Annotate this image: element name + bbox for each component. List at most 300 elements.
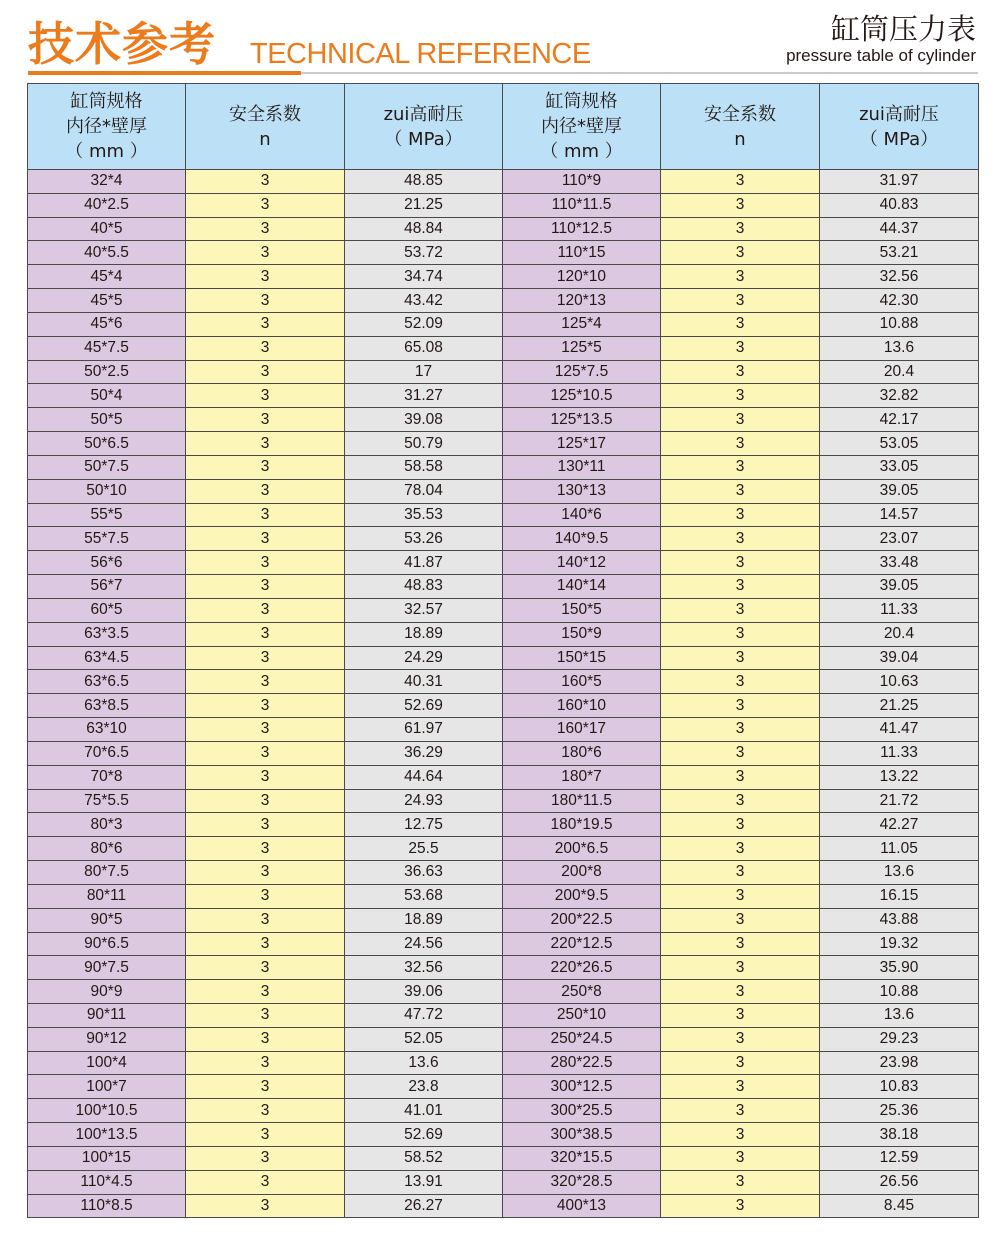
cell-cylinder-spec: 300*25.5 [503, 1099, 661, 1123]
cell-safety-factor: 3 [186, 956, 345, 980]
cell-cylinder-spec: 70*8 [28, 765, 186, 789]
cell-safety-factor: 3 [661, 789, 820, 813]
cell-max-pressure: 20.4 [820, 360, 979, 384]
cell-max-pressure: 78.04 [345, 479, 503, 503]
table-row [28, 289, 979, 313]
cell-safety-factor: 3 [186, 1099, 345, 1123]
table-row [28, 479, 979, 503]
cell-max-pressure: 35.53 [345, 503, 503, 527]
cell-cylinder-spec: 90*7.5 [28, 956, 186, 980]
cell-safety-factor: 3 [186, 408, 345, 432]
header-line: 缸筒规格 [70, 91, 143, 112]
cell-max-pressure: 33.05 [820, 455, 979, 479]
cell-cylinder-spec: 400*13 [503, 1194, 661, 1218]
cell-max-pressure: 32.56 [345, 956, 503, 980]
table-row [28, 1170, 979, 1194]
cell-safety-factor: 3 [661, 670, 820, 694]
header-line: zui高耐压 [383, 103, 464, 125]
cell-cylinder-spec: 63*4.5 [28, 646, 186, 670]
cell-safety-factor: 3 [186, 932, 345, 956]
cell-cylinder-spec: 180*6 [503, 741, 661, 765]
cell-safety-factor: 3 [186, 1027, 345, 1051]
cell-safety-factor: 3 [186, 622, 345, 646]
cell-safety-factor: 3 [661, 1170, 820, 1194]
cell-safety-factor: 3 [186, 1051, 345, 1075]
cell-cylinder-spec: 180*11.5 [503, 789, 661, 813]
cell-max-pressure: 23.98 [820, 1051, 979, 1075]
table-row [28, 1003, 979, 1027]
cell-max-pressure: 40.83 [820, 193, 979, 217]
cell-cylinder-spec: 200*9.5 [503, 884, 661, 908]
cell-safety-factor: 3 [661, 360, 820, 384]
table-row [28, 861, 979, 885]
table-row [28, 718, 979, 742]
table-row [28, 694, 979, 718]
cell-cylinder-spec: 130*13 [503, 479, 661, 503]
header-max-pressure-left [345, 84, 503, 170]
cell-max-pressure: 48.85 [345, 170, 503, 194]
cell-max-pressure: 14.57 [820, 503, 979, 527]
cell-safety-factor: 3 [661, 217, 820, 241]
table-row [28, 622, 979, 646]
cell-cylinder-spec: 160*17 [503, 718, 661, 742]
cell-safety-factor: 3 [186, 479, 345, 503]
cell-cylinder-spec: 250*24.5 [503, 1027, 661, 1051]
table-row [28, 193, 979, 217]
cell-safety-factor: 3 [186, 241, 345, 265]
cell-max-pressure: 26.27 [345, 1194, 503, 1218]
cell-cylinder-spec: 140*6 [503, 503, 661, 527]
cell-cylinder-spec: 140*9.5 [503, 527, 661, 551]
cell-max-pressure: 31.27 [345, 384, 503, 408]
cell-cylinder-spec: 125*4 [503, 312, 661, 336]
cell-cylinder-spec: 120*13 [503, 289, 661, 313]
table-row [28, 384, 979, 408]
table-row [28, 408, 979, 432]
cell-cylinder-spec: 56*7 [28, 575, 186, 599]
cell-max-pressure: 32.82 [820, 384, 979, 408]
header-safety-factor-right [661, 84, 820, 170]
cell-safety-factor: 3 [186, 789, 345, 813]
cell-cylinder-spec: 90*12 [28, 1027, 186, 1051]
cell-cylinder-spec: 63*8.5 [28, 694, 186, 718]
cell-max-pressure: 43.42 [345, 289, 503, 313]
cell-safety-factor: 3 [186, 455, 345, 479]
cell-safety-factor: 3 [186, 1146, 345, 1170]
cell-max-pressure: 24.29 [345, 646, 503, 670]
cell-cylinder-spec: 250*8 [503, 980, 661, 1004]
cell-max-pressure: 33.48 [820, 551, 979, 575]
cell-safety-factor: 3 [186, 718, 345, 742]
cell-max-pressure: 53.05 [820, 432, 979, 456]
cell-safety-factor: 3 [661, 1003, 820, 1027]
cell-safety-factor: 3 [186, 432, 345, 456]
cell-max-pressure: 39.05 [820, 479, 979, 503]
cell-max-pressure: 44.64 [345, 765, 503, 789]
cell-max-pressure: 13.22 [820, 765, 979, 789]
cell-max-pressure: 39.06 [345, 980, 503, 1004]
table-row [28, 455, 979, 479]
cell-cylinder-spec: 200*6.5 [503, 837, 661, 861]
cell-max-pressure: 21.25 [345, 193, 503, 217]
cell-max-pressure: 19.32 [820, 932, 979, 956]
cell-max-pressure: 8.45 [820, 1194, 979, 1218]
table-row [28, 1146, 979, 1170]
cell-cylinder-spec: 160*5 [503, 670, 661, 694]
cell-max-pressure: 10.88 [820, 312, 979, 336]
cell-max-pressure: 24.56 [345, 932, 503, 956]
table-row [28, 765, 979, 789]
table-row [28, 312, 979, 336]
cell-cylinder-spec: 45*7.5 [28, 336, 186, 360]
cell-max-pressure: 47.72 [345, 1003, 503, 1027]
cell-max-pressure: 25.5 [345, 837, 503, 861]
cell-cylinder-spec: 55*5 [28, 503, 186, 527]
header-line: 内径*壁厚 [66, 116, 147, 137]
header-line: n [259, 128, 271, 150]
cell-safety-factor: 3 [661, 289, 820, 313]
cell-safety-factor: 3 [186, 217, 345, 241]
cell-safety-factor: 3 [186, 908, 345, 932]
cell-safety-factor: 3 [661, 741, 820, 765]
cell-safety-factor: 3 [661, 1027, 820, 1051]
header-max-pressure-right [820, 84, 979, 170]
section-title-english: TECHNICAL REFERENCE [250, 38, 591, 70]
cell-max-pressure: 53.26 [345, 527, 503, 551]
cell-cylinder-spec: 50*7.5 [28, 455, 186, 479]
cell-max-pressure: 52.69 [345, 694, 503, 718]
title-underline-divider [301, 72, 978, 74]
title-underline-accent [28, 71, 301, 75]
cell-cylinder-spec: 90*11 [28, 1003, 186, 1027]
table-row [28, 1027, 979, 1051]
cell-max-pressure: 42.30 [820, 289, 979, 313]
cell-cylinder-spec: 125*7.5 [503, 360, 661, 384]
cell-cylinder-spec: 45*4 [28, 265, 186, 289]
cell-max-pressure: 13.6 [345, 1051, 503, 1075]
cell-safety-factor: 3 [186, 336, 345, 360]
cell-safety-factor: 3 [186, 1003, 345, 1027]
section-title-chinese: 技术参考 [28, 17, 216, 71]
cell-max-pressure: 10.88 [820, 980, 979, 1004]
cell-cylinder-spec: 125*5 [503, 336, 661, 360]
cell-cylinder-spec: 220*12.5 [503, 932, 661, 956]
header-line: 安全系数 [704, 103, 776, 125]
cell-cylinder-spec: 63*10 [28, 718, 186, 742]
cell-max-pressure: 10.83 [820, 1075, 979, 1099]
cell-safety-factor: 3 [186, 980, 345, 1004]
table-row [28, 432, 979, 456]
cell-safety-factor: 3 [661, 1099, 820, 1123]
table-row [28, 575, 979, 599]
page-header [0, 0, 1000, 78]
cell-safety-factor: 3 [661, 837, 820, 861]
table-row [28, 170, 979, 194]
cell-max-pressure: 39.04 [820, 646, 979, 670]
cell-safety-factor: 3 [186, 598, 345, 622]
cell-safety-factor: 3 [186, 741, 345, 765]
pressure-table-body [28, 170, 979, 1218]
cell-safety-factor: 3 [661, 336, 820, 360]
header-line: （ MPa） [859, 128, 939, 150]
cell-cylinder-spec: 32*4 [28, 170, 186, 194]
header-safety-factor-left [186, 84, 345, 170]
cell-max-pressure: 13.6 [820, 1003, 979, 1027]
header-line: 内径*壁厚 [541, 116, 622, 137]
table-row [28, 551, 979, 575]
header-line: 缸筒规格 [545, 91, 618, 112]
table-title-english: pressure table of cylinder [786, 46, 976, 65]
cell-safety-factor: 3 [186, 360, 345, 384]
cell-cylinder-spec: 80*6 [28, 837, 186, 861]
cell-max-pressure: 53.72 [345, 241, 503, 265]
cell-cylinder-spec: 320*28.5 [503, 1170, 661, 1194]
cell-cylinder-spec: 50*4 [28, 384, 186, 408]
cell-safety-factor: 3 [186, 694, 345, 718]
cell-max-pressure: 31.97 [820, 170, 979, 194]
table-row [28, 503, 979, 527]
cell-safety-factor: 3 [661, 384, 820, 408]
cell-cylinder-spec: 100*15 [28, 1146, 186, 1170]
table-row [28, 813, 979, 837]
table-row [28, 932, 979, 956]
cell-max-pressure: 44.37 [820, 217, 979, 241]
cell-max-pressure: 35.90 [820, 956, 979, 980]
cell-safety-factor: 3 [186, 646, 345, 670]
cell-safety-factor: 3 [661, 861, 820, 885]
cell-cylinder-spec: 125*13.5 [503, 408, 661, 432]
cell-safety-factor: 3 [661, 241, 820, 265]
header-line: zui高耐压 [859, 103, 939, 125]
table-row [28, 956, 979, 980]
table-row [28, 670, 979, 694]
cell-cylinder-spec: 160*10 [503, 694, 661, 718]
cell-max-pressure: 65.08 [345, 336, 503, 360]
pressure-table-header [28, 84, 979, 170]
cell-cylinder-spec: 90*6.5 [28, 932, 186, 956]
cell-max-pressure: 29.23 [820, 1027, 979, 1051]
cell-cylinder-spec: 180*7 [503, 765, 661, 789]
cell-max-pressure: 42.27 [820, 813, 979, 837]
cell-safety-factor: 3 [186, 1123, 345, 1147]
cell-safety-factor: 3 [661, 265, 820, 289]
cell-cylinder-spec: 40*5.5 [28, 241, 186, 265]
cell-cylinder-spec: 75*5.5 [28, 789, 186, 813]
cell-max-pressure: 40.31 [345, 670, 503, 694]
cell-cylinder-spec: 280*22.5 [503, 1051, 661, 1075]
cell-max-pressure: 36.29 [345, 741, 503, 765]
cell-cylinder-spec: 180*19.5 [503, 813, 661, 837]
cell-safety-factor: 3 [186, 527, 345, 551]
cell-safety-factor: 3 [186, 384, 345, 408]
cell-safety-factor: 3 [661, 765, 820, 789]
header-line: 安全系数 [229, 103, 301, 125]
table-row [28, 265, 979, 289]
cell-safety-factor: 3 [186, 765, 345, 789]
cell-cylinder-spec: 100*7 [28, 1075, 186, 1099]
header-row [28, 84, 979, 170]
cell-max-pressure: 39.08 [345, 408, 503, 432]
cell-max-pressure: 18.89 [345, 908, 503, 932]
cell-max-pressure: 34.74 [345, 265, 503, 289]
cell-cylinder-spec: 56*6 [28, 551, 186, 575]
cell-max-pressure: 21.25 [820, 694, 979, 718]
cell-safety-factor: 3 [661, 551, 820, 575]
table-row [28, 1123, 979, 1147]
cell-max-pressure: 42.17 [820, 408, 979, 432]
header-cylinder-spec-left [28, 84, 186, 170]
cell-safety-factor: 3 [661, 694, 820, 718]
cell-max-pressure: 36.63 [345, 861, 503, 885]
cell-safety-factor: 3 [661, 432, 820, 456]
cell-cylinder-spec: 45*6 [28, 312, 186, 336]
cell-cylinder-spec: 80*7.5 [28, 861, 186, 885]
cell-cylinder-spec: 90*9 [28, 980, 186, 1004]
cell-safety-factor: 3 [661, 813, 820, 837]
cell-max-pressure: 52.05 [345, 1027, 503, 1051]
table-row [28, 598, 979, 622]
cell-cylinder-spec: 110*4.5 [28, 1170, 186, 1194]
cell-max-pressure: 23.07 [820, 527, 979, 551]
cell-max-pressure: 12.59 [820, 1146, 979, 1170]
table-row [28, 646, 979, 670]
cell-max-pressure: 32.57 [345, 598, 503, 622]
cell-cylinder-spec: 63*6.5 [28, 670, 186, 694]
cell-max-pressure: 13.6 [820, 861, 979, 885]
cell-cylinder-spec: 40*2.5 [28, 193, 186, 217]
cell-cylinder-spec: 60*5 [28, 598, 186, 622]
cell-cylinder-spec: 80*11 [28, 884, 186, 908]
cell-max-pressure: 23.8 [345, 1075, 503, 1099]
cell-safety-factor: 3 [661, 980, 820, 1004]
cell-safety-factor: 3 [661, 646, 820, 670]
table-row [28, 360, 979, 384]
cell-max-pressure: 24.93 [345, 789, 503, 813]
cell-max-pressure: 16.15 [820, 884, 979, 908]
cell-max-pressure: 11.33 [820, 598, 979, 622]
header-line: （ MPa） [384, 128, 463, 150]
cell-cylinder-spec: 100*4 [28, 1051, 186, 1075]
cell-safety-factor: 3 [661, 575, 820, 599]
cell-cylinder-spec: 250*10 [503, 1003, 661, 1027]
cell-safety-factor: 3 [186, 670, 345, 694]
cell-safety-factor: 3 [186, 289, 345, 313]
cell-max-pressure: 17 [345, 360, 503, 384]
cell-safety-factor: 3 [661, 479, 820, 503]
cell-safety-factor: 3 [186, 837, 345, 861]
cell-max-pressure: 26.56 [820, 1170, 979, 1194]
cell-cylinder-spec: 320*15.5 [503, 1146, 661, 1170]
cell-max-pressure: 52.69 [345, 1123, 503, 1147]
cell-cylinder-spec: 45*5 [28, 289, 186, 313]
cell-cylinder-spec: 110*8.5 [28, 1194, 186, 1218]
table-title-chinese: 缸筒压力表 [830, 12, 976, 46]
cell-max-pressure: 41.87 [345, 551, 503, 575]
cell-cylinder-spec: 110*15 [503, 241, 661, 265]
table-row [28, 217, 979, 241]
cell-cylinder-spec: 110*9 [503, 170, 661, 194]
cell-max-pressure: 21.72 [820, 789, 979, 813]
cell-cylinder-spec: 200*8 [503, 861, 661, 885]
table-row [28, 241, 979, 265]
table-row [28, 336, 979, 360]
table-row [28, 908, 979, 932]
cell-cylinder-spec: 120*10 [503, 265, 661, 289]
cell-cylinder-spec: 110*12.5 [503, 217, 661, 241]
cell-cylinder-spec: 150*15 [503, 646, 661, 670]
cell-max-pressure: 58.58 [345, 455, 503, 479]
cell-max-pressure: 13.6 [820, 336, 979, 360]
header-line: （ mm ） [540, 141, 623, 162]
cell-safety-factor: 3 [186, 884, 345, 908]
cell-max-pressure: 10.63 [820, 670, 979, 694]
cell-safety-factor: 3 [661, 622, 820, 646]
cell-max-pressure: 50.79 [345, 432, 503, 456]
cell-cylinder-spec: 150*9 [503, 622, 661, 646]
cell-max-pressure: 32.56 [820, 265, 979, 289]
cell-cylinder-spec: 50*2.5 [28, 360, 186, 384]
cell-cylinder-spec: 140*12 [503, 551, 661, 575]
cell-cylinder-spec: 220*26.5 [503, 956, 661, 980]
table-row [28, 741, 979, 765]
cell-max-pressure: 11.33 [820, 741, 979, 765]
table-row [28, 884, 979, 908]
cell-safety-factor: 3 [661, 312, 820, 336]
table-row [28, 1075, 979, 1099]
cell-max-pressure: 58.52 [345, 1146, 503, 1170]
cell-cylinder-spec: 125*17 [503, 432, 661, 456]
cell-safety-factor: 3 [186, 1170, 345, 1194]
header-cylinder-spec-right [503, 84, 661, 170]
cell-safety-factor: 3 [661, 1123, 820, 1147]
cell-max-pressure: 12.75 [345, 813, 503, 837]
cell-safety-factor: 3 [661, 932, 820, 956]
header-line: n [734, 128, 746, 150]
table-row [28, 980, 979, 1004]
cell-max-pressure: 13.91 [345, 1170, 503, 1194]
cell-safety-factor: 3 [661, 598, 820, 622]
cell-cylinder-spec: 130*11 [503, 455, 661, 479]
cell-cylinder-spec: 55*7.5 [28, 527, 186, 551]
cell-safety-factor: 3 [661, 193, 820, 217]
cell-max-pressure: 48.83 [345, 575, 503, 599]
table-row [28, 1194, 979, 1218]
cell-cylinder-spec: 125*10.5 [503, 384, 661, 408]
cell-cylinder-spec: 80*3 [28, 813, 186, 837]
cell-cylinder-spec: 100*13.5 [28, 1123, 186, 1147]
table-row [28, 1051, 979, 1075]
cell-safety-factor: 3 [661, 170, 820, 194]
cell-safety-factor: 3 [186, 1075, 345, 1099]
cell-cylinder-spec: 300*38.5 [503, 1123, 661, 1147]
cell-safety-factor: 3 [186, 813, 345, 837]
table-row [28, 789, 979, 813]
cell-safety-factor: 3 [186, 312, 345, 336]
cell-safety-factor: 3 [186, 170, 345, 194]
cell-safety-factor: 3 [186, 575, 345, 599]
cell-safety-factor: 3 [661, 1194, 820, 1218]
cell-safety-factor: 3 [661, 503, 820, 527]
cell-cylinder-spec: 50*5 [28, 408, 186, 432]
pressure-table [27, 83, 979, 1218]
header-line: （ mm ） [65, 141, 148, 162]
table-row [28, 1099, 979, 1123]
cell-cylinder-spec: 300*12.5 [503, 1075, 661, 1099]
cell-max-pressure: 53.21 [820, 241, 979, 265]
cell-cylinder-spec: 100*10.5 [28, 1099, 186, 1123]
cell-cylinder-spec: 63*3.5 [28, 622, 186, 646]
cell-max-pressure: 61.97 [345, 718, 503, 742]
